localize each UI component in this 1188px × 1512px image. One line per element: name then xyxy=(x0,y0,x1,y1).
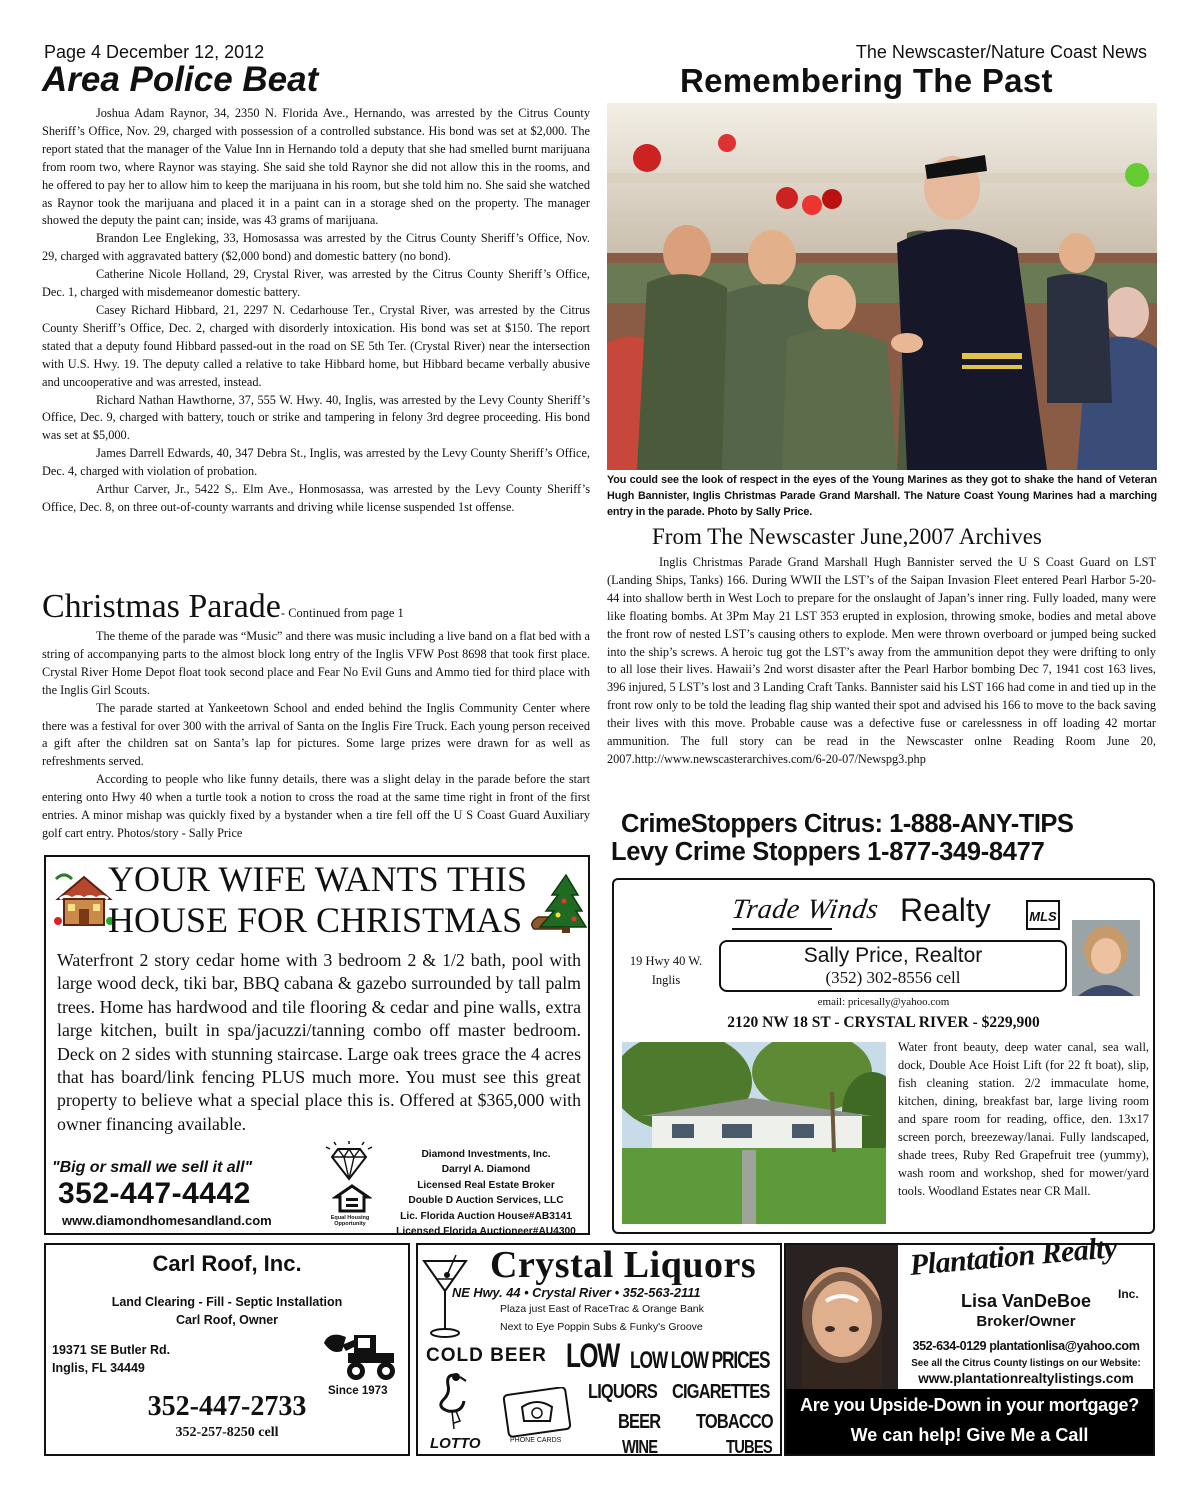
ad-description: Waterfront 2 story cedar home with 3 bedroom 2 & 1/2 bath, pool with large wood deck, tiki bar, BBQ cabana & gazebo surrounded by tall palm trees. Home has hardwood and tile flooring & cedar and pine walls, extra large kitchen, built in spa/jacuzzi/tanning combo off master bedroom. Deck on 2 sides with stunning staircase. Large oak trees grace the 4 acres that has board/link fencing PLUS much more. You must see this great property to believe what a special place this is. Offered at $365,000 with owner financing available. xyxy=(57,950,581,1134)
police-beat-title: Area Police Beat xyxy=(42,60,319,99)
ad-phone: 352-447-4442 xyxy=(58,1177,251,1210)
broker-website-tag: See all the Citrus County listings on our Website: xyxy=(911,1358,1141,1369)
house-for-christmas-ad xyxy=(44,855,590,1238)
parade-paragraph: The theme of the parade was “Music” and there was music including a live band on a flat bed with a string of accompanying parts to the almost block long entry of the Inglis VFW Post 8698 that took first place. Crystal River Home Depot float took second place and Fear No Evil Guns and Ammo tied for third place with the Inglis Girl Scouts. xyxy=(42,629,590,697)
publication-name: The Newscaster/Nature Coast News xyxy=(855,42,1147,62)
parade-heading xyxy=(42,588,404,626)
tubes-label: TUBES xyxy=(726,1437,772,1457)
broker-line: Diamond Investments, Inc. xyxy=(421,1149,551,1160)
agent-email: email: pricesally@yahoo.com xyxy=(817,996,950,1008)
broker-website: www.plantationrealtylistings.com xyxy=(918,1371,1134,1386)
parade-story xyxy=(42,628,590,843)
ad-headline-1: YOUR WIFE WANTS THIS xyxy=(108,859,528,899)
equal-housing-icon xyxy=(332,1183,372,1213)
mls-logo-icon: MLS xyxy=(1026,900,1060,930)
low-prices-label: LOW LOW PRICES xyxy=(630,1347,770,1374)
listing-description: Water front beauty, deep water canal, sea wall, dock, Double Ace Hoist Lift (for 22 ft boat), slip, fish cleaning station. 2/2 immaculate home, kitchen, dining, breakfast bar, large living room and spare room for reading, office, den. 13x17 screen porch, breezeway/lanai. Fully landscaped, shade trees, Ruby Red Grapefruit tree (yummy), wash room and workshop, shed for mower/yard tools. Woodland Estates near CR Mall. xyxy=(898,1040,1149,1198)
broker-portrait xyxy=(786,1245,898,1389)
listing-house-photo xyxy=(622,1042,886,1224)
broker-role: Broker/Owner xyxy=(976,1313,1076,1330)
broker-line: Darryl A. Diamond xyxy=(441,1164,531,1176)
ad-website: www.diamondhomesandland.com xyxy=(62,1213,272,1228)
young-marines-photo xyxy=(607,103,1157,470)
flamingo-icon xyxy=(426,1371,478,1431)
archives-paragraph: Inglis Christmas Parade Grand Marshall Hugh Bannister served the U S Coast Guard on LST (Landing Ships, Tanks) 166. During WWII the LST’s of the Saipan Invasion Fleet entered Pearl Harbor 5-20-44 into shallow berth in West Loch to prepare for the onslaught of Japan’s inner ring. Fully loaded, many were like floating bombs. At 3Pm May 21 LST 353 erupted in explosion, throwing smoke, bodies and metal above the front row of nested LST’s causing others to explode. Men were thrown overboard or jumped being sucked into the ship’s screws. A heroic tug got the LST’s away from the ammunition depot they were drifting to only to all lose their lives. Hawaii’s 2nd worst disaster after the Pearl Harbor bombing Dec 7, 1941 cost 163 lives, 396 injured, 5 LST’s lost and 3 Landing Craft Tanks. Bannister said his LST 166 had come in and tied up in the front row only to be told the leading flag ship wanted their spot and advised his 166 to move to the back saving their lives with this move. Probable cause was a defective fuse or carelessness in off loading 42 mortar ammunition. The full story can be read in the Newscaster onlne Reading Room June 20, 2007.http://www.newscasterarchives.com/6-20-07/Newspg3.php xyxy=(607,555,1156,766)
broker-line: Licensed Real Estate Broker xyxy=(417,1179,555,1191)
page-date: Page 4 December 12, 2012 xyxy=(44,42,265,62)
trade-winds-logo-word: Realty xyxy=(900,892,991,928)
archives-story xyxy=(607,554,1156,769)
carl-roof-address2: Inglis, FL 34449 xyxy=(52,1361,145,1375)
beer-label: BEER xyxy=(618,1411,661,1433)
phone-card-icon xyxy=(502,1387,572,1441)
ad-slogan: "Big or small we sell it all" xyxy=(52,1159,253,1176)
plantation-realty-ad xyxy=(784,1230,1155,1456)
diamond-icon xyxy=(322,1141,376,1185)
parade-paragraph: The parade started at Yankeetown School and ended behind the Inglis Community Center where there was a festival for over 300 with the arrival of Santa on the Inglis Fire Truck. Each young person received a gift after the children sat on Santa’s lap for pictures. Some large prizes were drawn for as well as refreshments served. xyxy=(42,700,590,769)
parade-title: Christmas Parade xyxy=(42,588,281,625)
liquors-neighbors: Next to Eye Poppin Subs & Funky's Groove xyxy=(500,1321,703,1333)
agent-name: Sally Price, Realtor xyxy=(803,944,983,967)
cold-beer-label: COLD BEER xyxy=(426,1345,547,1366)
logo-underline xyxy=(732,928,832,930)
banner-call: We can help! Give Me a Call xyxy=(850,1425,1089,1445)
broker-line: Double D Auction Services, LLC xyxy=(408,1195,564,1207)
plantation-logo: Plantation Realty xyxy=(908,1230,1118,1282)
plantation-inc: Inc. xyxy=(1118,1287,1139,1301)
police-item: Catherine Nicole Holland, 29, Crystal River, was arrested by the Citrus County Sheriff’s Office, Dec. 1, charged with misdemeanor domestic battery. xyxy=(42,267,590,300)
agent-box xyxy=(719,940,1067,992)
broker-line: Licensed Florida Auctioneer#AU4300 xyxy=(396,1226,576,1238)
christmas-tree-icon xyxy=(524,871,588,935)
listing-headline: 2120 NW 18 ST - CRYSTAL RIVER - $229,900 xyxy=(727,1014,1040,1031)
crimestoppers-levy: Levy Crime Stoppers 1-877-349-8477 xyxy=(611,838,1045,866)
crystal-liquors-ad xyxy=(416,1243,782,1456)
gingerbread-house-icon xyxy=(54,871,114,929)
liquors-address: NE Hwy. 44 • Crystal River • 352-563-2111 xyxy=(452,1285,701,1300)
broker-line: Lic. Florida Auction House#AB3141 xyxy=(400,1210,572,1222)
bulldozer-icon xyxy=(322,1329,400,1381)
trade-winds-address: 19 Hwy 40 W. Inglis xyxy=(629,954,703,987)
photo-caption: You could see the look of respect in the eyes of the Young Marines as they got to shake the hand of Veteran Hugh Bannister, Inglis Christmas Parade Grand Marshall. The Nature Coast Young Marines had a marching entry in the parade. Photo by Sally Price. xyxy=(607,474,1157,519)
liquors-label: LIQUORS xyxy=(588,1381,657,1403)
ad-headline-2: HOUSE FOR CHRISTMAS xyxy=(108,900,523,940)
parade-photo-scene xyxy=(607,103,1157,470)
carl-roof-services: Land Clearing - Fill - Septic Installation xyxy=(111,1295,343,1309)
agent-portrait xyxy=(1072,920,1140,996)
police-item: Richard Nathan Hawthorne, 37, 555 W. Hwy. 40, Inglis, was arrested by the Levy County Sheriff’s Office, Dec. 9, charged with battery, touch or strike and tampering in felony 3rd degree proceeding. His bond was set at $5,000. xyxy=(42,392,590,443)
broker-contact: 352-634-0129 plantationlisa@yahoo.com xyxy=(912,1339,1140,1353)
phone-cards-label: PHONE CARDS xyxy=(510,1437,562,1444)
broker-info xyxy=(386,1147,586,1239)
tobacco-label: TOBACCO xyxy=(696,1411,773,1433)
mortgage-banner xyxy=(786,1389,1153,1454)
carl-roof-phone: 352-447-2733 xyxy=(147,1391,307,1422)
lotto-label: LOTTO xyxy=(430,1435,481,1452)
carl-roof-since: Since 1973 xyxy=(328,1385,388,1397)
low-big-label: LOW xyxy=(566,1337,619,1375)
agent-phone: (352) 302-8556 cell xyxy=(825,968,961,987)
parade-paragraph: According to people who like funny details, there was a slight delay in the parade before the start entering onto Hwy 40 when a turtle took a notion to cross the road at the same time right in front of the first entries. A minor mishap was quickly fixed by a bystander when a tire fell off the U S Coast Guard Auxiliary golf cart entry. Photos/story - Sally Price xyxy=(42,772,590,840)
police-item: Arthur Carver, Jr., 5422 S,. Elm Ave., Honmosassa, was arrested by the Levy County Sheriff’s Office, Dec. 8, on three out-of-county warrants and driving while license suspended 1st offense. xyxy=(42,482,590,514)
liquors-location: Plaza just East of RaceTrac & Orange Bank xyxy=(500,1303,704,1315)
wine-label: WINE xyxy=(622,1437,658,1457)
trade-winds-logo-script: Trade Winds xyxy=(729,894,881,925)
crimestoppers-citrus: CrimeStoppers Citrus: 1-888-ANY-TIPS xyxy=(621,810,1074,838)
banner-question: Are you Upside-Down in your mortgage? xyxy=(800,1395,1139,1415)
carl-roof-owner: Carl Roof, Owner xyxy=(175,1313,279,1327)
liquors-name: Crystal Liquors xyxy=(490,1244,757,1286)
carl-roof-ad xyxy=(44,1243,410,1456)
equal-housing-label: Equal Housing Opportunity xyxy=(330,1215,370,1227)
carl-roof-cell: 352-257-8250 cell xyxy=(175,1425,279,1440)
archives-subhead: From The Newscaster June,2007 Archives xyxy=(652,524,1042,549)
cigarettes-label: CIGARETTES xyxy=(672,1381,770,1403)
police-item: Casey Richard Hibbard, 21, 2297 N. Cedarhouse Ter., Crystal River, was arrested by the Citrus County Sheriff’s Office, Dec. 2, charged with disorderly intoxication. His bond was set at $150. The report stated that a deputy found Hibbard passed-out in the road on SE 5th Ter. (Crystal River) near the intersection with U.S. Hwy. 19. The deputy called a relative to take Hibbard home, but Hibbard became verbally abusive and uncooperative and was arrested, instead. xyxy=(42,302,590,389)
carl-roof-address1: 19371 SE Butler Rd. xyxy=(52,1343,171,1357)
listing-house-scene xyxy=(622,1042,886,1224)
remembering-title: Remembering The Past xyxy=(680,62,1053,99)
police-beat-column xyxy=(42,105,590,517)
broker-name: Lisa VanDeBoe xyxy=(960,1291,1092,1311)
parade-continued: - Continued from page 1 xyxy=(280,606,404,620)
trade-winds-ad xyxy=(612,878,1155,1234)
police-item: Joshua Adam Raynor, 34, 2350 N. Florida Ave., Hernando, was arrested by the Citrus County Sheriff’s Office, Nov. 29, charged with possession of a controlled substance. His bond was set at $2,000. The report stated that the manager of the Value Inn in Hernando told a deputy that she had smelled burnt marijuana from room two, where Raynor was staying. She said she told Raynor she did not allow this in the rooms, and he offered to pay her to allow him to keep the marijuana in his room, but she told him no. She said she watched as Raynor took the marijuana and placed it in a paint can in a storage shed on the property. The manager showed the deputy the paint can; inside, was 43 grams of marijuana. xyxy=(42,106,590,228)
carl-roof-name: Carl Roof, Inc. xyxy=(152,1251,302,1276)
police-item: James Darrell Edwards, 40, 347 Debra St., Inglis, was arrested by the Levy County Sheriff’s Office, Dec. 4, charged with violation of probation. xyxy=(42,446,590,479)
police-item: Brandon Lee Engleking, 33, Homosassa was arrested by the Citrus County Sheriff’s Office, Nov. 29, charged with aggravated battery ($2,000 bond) and domestic battery (no bond). xyxy=(42,231,590,264)
